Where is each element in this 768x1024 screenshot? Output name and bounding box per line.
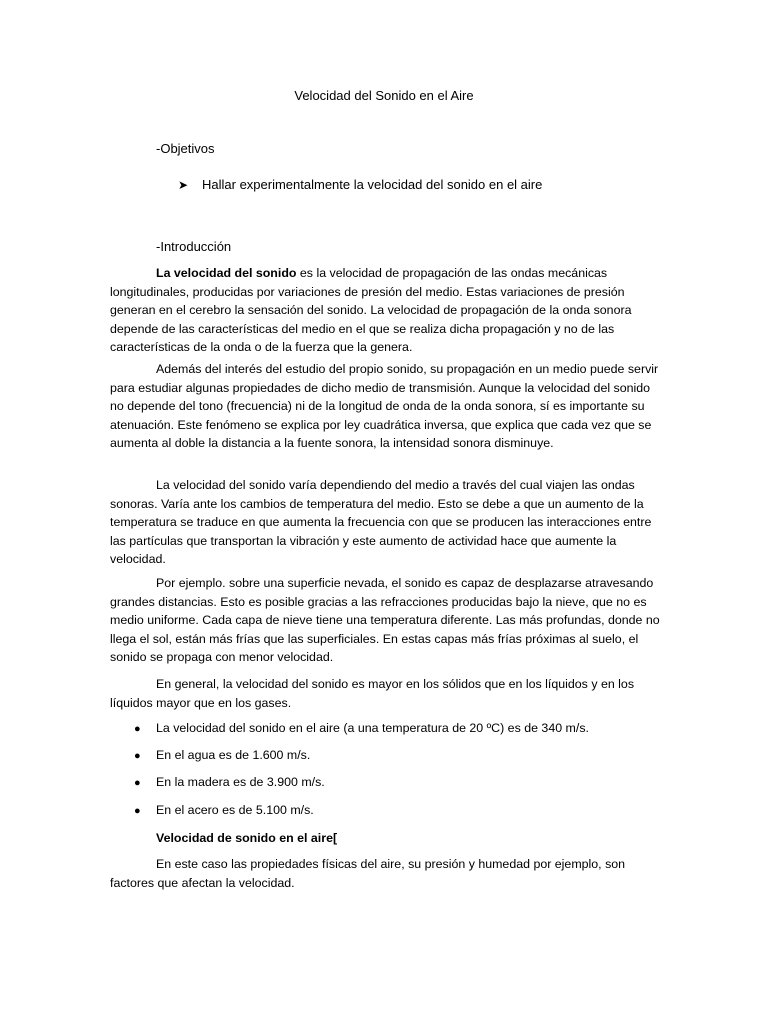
paragraph-6-text: En este caso las propiedades físicas del aire, su presión y humedad por ejemplo, son factores que afectan la velocidad. xyxy=(110,857,626,890)
list-item: ● En el acero es de 5.100 m/s. xyxy=(134,803,314,817)
document-title: Velocidad del Sonido en el Aire xyxy=(294,88,474,103)
paragraph-5-text: En general, la velocidad del sonido es mayor en los sólidos que en los líquidos y en los líquidos mayor que en los gases. xyxy=(110,677,635,710)
paragraph-2 xyxy=(110,360,662,453)
paragraph-4 xyxy=(110,574,662,667)
intro-heading: -Introducción xyxy=(156,239,232,254)
bullet-icon: ● xyxy=(134,723,141,735)
subheading: Velocidad de sonido en el aire[ xyxy=(156,831,338,845)
bullet-icon: ● xyxy=(134,777,141,789)
paragraph-3-text: La velocidad del sonido varía dependiendo del medio a través del cual viajen las ondas sonoras. Varía ante los cambios de temperatura del medio. Esto se debe a que un aumento de la temperatura se traduce en que aumenta la frecuencia con que se producen las interacciones entre las partículas que transportan la vibración y este aumento de actividad hace que aumente la velocidad. xyxy=(110,478,652,566)
paragraph-6 xyxy=(110,855,662,892)
objective-list-item xyxy=(178,177,542,193)
list-item: ● En el agua es de 1.600 m/s. xyxy=(134,748,311,762)
objective-text: Hallar experimentalmente la velocidad del sonido en el aire xyxy=(202,177,543,192)
paragraph-3 xyxy=(110,476,662,569)
paragraph-1-bold: La velocidad del sonido xyxy=(156,266,297,280)
list-item: ● En la madera es de 3.900 m/s. xyxy=(134,775,325,789)
paragraph-2-text: Además del interés del estudio del propio sonido, su propagación en un medio puede servir para estudiar algunas propiedades de dicho medio de transmisión. Aunque la velocidad del sonido no depende del tono (frecuencia) ni de la longitud de onda de la onda sonora, sí es importante su atenuación. Este fenómeno se explica por ley cuadrática inversa, que explica que cada vez que se aumenta al doble la distancia a la fuente sonora, la intensidad sonora disminuye. xyxy=(110,362,659,450)
objectives-heading: -Objetivos xyxy=(156,141,215,156)
paragraph-4-text: Por ejemplo. sobre una superficie nevada, el sonido es capaz de desplazarse atravesando grandes distancias. Esto es posible gracias a las refracciones producidas bajo la nieve, que no es medio uniforme. Cada capa de nieve tiene una temperatura diferente. Las más profundas, donde no llega el sol, están más frías que las superficiales. En estas capas más frías próximas al suelo, el sonido se propaga con menor velocidad. xyxy=(110,576,660,664)
paragraph-5 xyxy=(110,675,662,712)
list-item: ● La velocidad del sonido en el aire (a una temperatura de 20 ºC) es de 340 m/s. xyxy=(134,721,589,735)
arrow-bullet-icon: ➤ xyxy=(178,178,189,192)
paragraph-1 xyxy=(110,264,662,357)
bullet-icon: ● xyxy=(134,805,141,817)
paragraph-1-text: es la velocidad de propagación de las ondas mecánicas longitudinales, producidas por variaciones de presión del medio. Estas variaciones de presión generan en el cerebro la sensación del sonido. La velocidad de propagación de la onda sonora depende de las características del medio en el que se realiza dicha propagación y no de las características de la onda o de la fuerza que la genera. xyxy=(110,266,632,354)
bullet-icon: ● xyxy=(134,750,141,762)
